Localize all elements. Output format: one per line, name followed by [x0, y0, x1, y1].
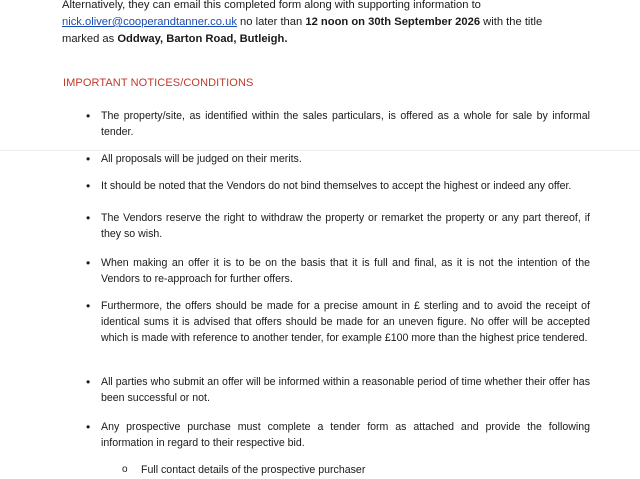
intro-mid-2: with the title	[480, 16, 543, 28]
bullet-icon: •	[86, 179, 91, 193]
intro-line-1: Alternatively, they can email this completed form along with supporting information to	[62, 0, 481, 11]
bullet-icon: •	[86, 152, 91, 166]
notice-item: All parties who submit an offer will be informed within a reasonable period of time whether their offer has been successful or not.	[101, 376, 590, 404]
section-heading: IMPORTANT NOTICES/CONDITIONS	[63, 77, 254, 89]
notice-item: All proposals will be judged on their merits.	[101, 153, 302, 165]
bullet-icon: •	[86, 211, 91, 225]
intro-paragraph	[62, 0, 590, 48]
notice-item: Any prospective purchase must complete a tender form as attached and provide the following information in regard to their respective bid.	[101, 421, 590, 449]
sub-list-item: Full contact details of the prospective purchaser	[141, 464, 366, 476]
notice-item: The property/site, as identified within the sales particulars, is offered as a whole for sale by informal tender.	[101, 110, 590, 138]
email-link[interactable]: nick.oliver@cooperandtanner.co.uk	[62, 16, 237, 28]
intro-line-3: marked as	[62, 33, 118, 45]
bullet-icon: •	[86, 256, 91, 270]
intro-mid-1: no later than	[236, 16, 306, 28]
bullet-icon: •	[86, 299, 91, 313]
notice-item: When making an offer it is to be on the basis that it is full and final, as it is not the intention of the Vendors to re-approach for further offers.	[101, 257, 590, 285]
bullet-icon: •	[86, 420, 91, 434]
notice-item: The Vendors reserve the right to withdraw the property or remarket the property or any part thereof, if they so wish.	[101, 212, 590, 240]
notice-item: It should be noted that the Vendors do not bind themselves to accept the highest or indeed any offer.	[101, 180, 572, 192]
bullet-icon: •	[86, 375, 91, 389]
deadline: 12 noon on 30th September 2026	[305, 16, 481, 28]
bullet-icon: •	[86, 109, 91, 123]
title-marked: Oddway, Barton Road, Butleigh.	[117, 33, 288, 45]
notice-item: Furthermore, the offers should be made for a precise amount in £ sterling and to avoid the receipt of identical sums it is advised that offers should be made for an uneven figure. No offer will be accepted which is made with reference to another tender, for example £100 more than the highest price tendered.	[101, 300, 590, 344]
sub-bullet-icon: o	[122, 464, 128, 475]
